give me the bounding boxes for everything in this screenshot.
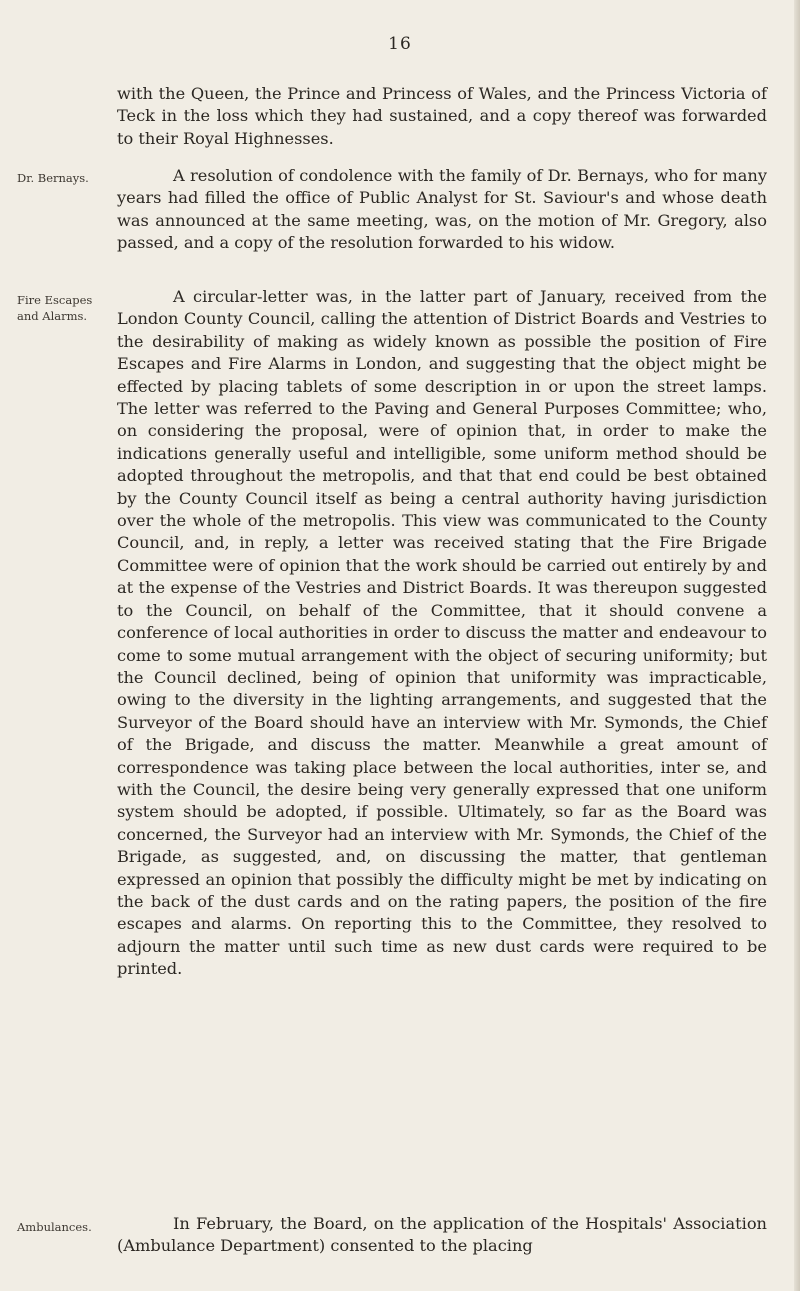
- margin-note-dr-bernays: Dr. Bernays.: [17, 171, 89, 185]
- page-number: 16: [388, 34, 412, 54]
- paragraph-text: In February, the Board, on the application of the Hospitals' Association (Ambulance Department) consented to the placing: [117, 1214, 767, 1256]
- margin-note-fire-escapes: Fire Escapes and Alarms.: [17, 293, 93, 323]
- paragraph-text: A resolution of condolence with the family of Dr. Bernays, who for many years had filled the office of Public Analyst for St. Saviour's and whose death was announced at the same meeting, was, on the motion of Mr. Gregory, also passed, and a copy of the resolution forwarded to his widow.: [117, 166, 767, 253]
- paragraph-text: A circular-letter was, in the latter part of January, received from the London County Council, calling the attention of District Boards and Vestries to the desirability of making as widely known as possible the position of Fire Escapes and Fire Alarms in London, and suggesting that the object might be effected by placing tablets of some description in or upon the street lamps. The letter was referred to the Paving and General Purposes Committee; who, on considering the proposal, were of opinion that, in order to make the indications generally useful and intelligible, some uniform method should be adopted throughout the metropolis, and that that end could be best obtained by the County Council itself as being a central authority having jurisdiction over the whole of the metropolis. This view was communicated to the County Council, and, in reply, a letter was received stating that the Fire Brigade Committee were of opinion that the work should be carried out entirely by and at the expense of the Vestries and District Boards. It was thereupon suggested to the Council, on behalf of the Committee, that it should convene a conference of local authorities in order to discuss the matter and endeavour to come to some mutual arrangement with the object of securing uniformity; but the Council declined, being of opinion that uniformity was impracticable, owing to the diversity in the lighting arrangements, and suggested that the Surveyor of the Board should have an interview with Mr. Symonds, the Chief of the Brigade, and discuss the matter. Meanwhile a great amount of correspondence was taking place between the local authorities, inter se, and with the Council, the desire being very generally expressed that one uniform system should be adopted, if possible. Ultimately, so far as the Board was concerned, the Surveyor had an interview with Mr. Symonds, the Chief of the Brigade, as suggested, and, on discussing the matter, that gentleman expressed an opinion that possibly the difficulty might be met by indicating on the back of the dust cards and on the rating papers, the position of the fire escapes and alarms. On reporting this to the Committee, they resolved to adjourn the matter until such time as new dust cards were required to be printed.: [117, 287, 767, 979]
- paragraph-dr-bernays: [117, 165, 767, 255]
- paragraph-fire-escapes: [117, 286, 767, 981]
- paragraph-text: with the Queen, the Prince and Princess of Wales, and the Princess Victoria of Teck in the loss which they had sustained, and a copy thereof was forwarded to their Royal Highnesses.: [117, 84, 767, 148]
- page-edge: [794, 0, 800, 1291]
- margin-note-ambulances: Ambulances.: [17, 1220, 92, 1234]
- paragraph-queen-condolence: [117, 83, 767, 150]
- paragraph-ambulances: [117, 1213, 767, 1258]
